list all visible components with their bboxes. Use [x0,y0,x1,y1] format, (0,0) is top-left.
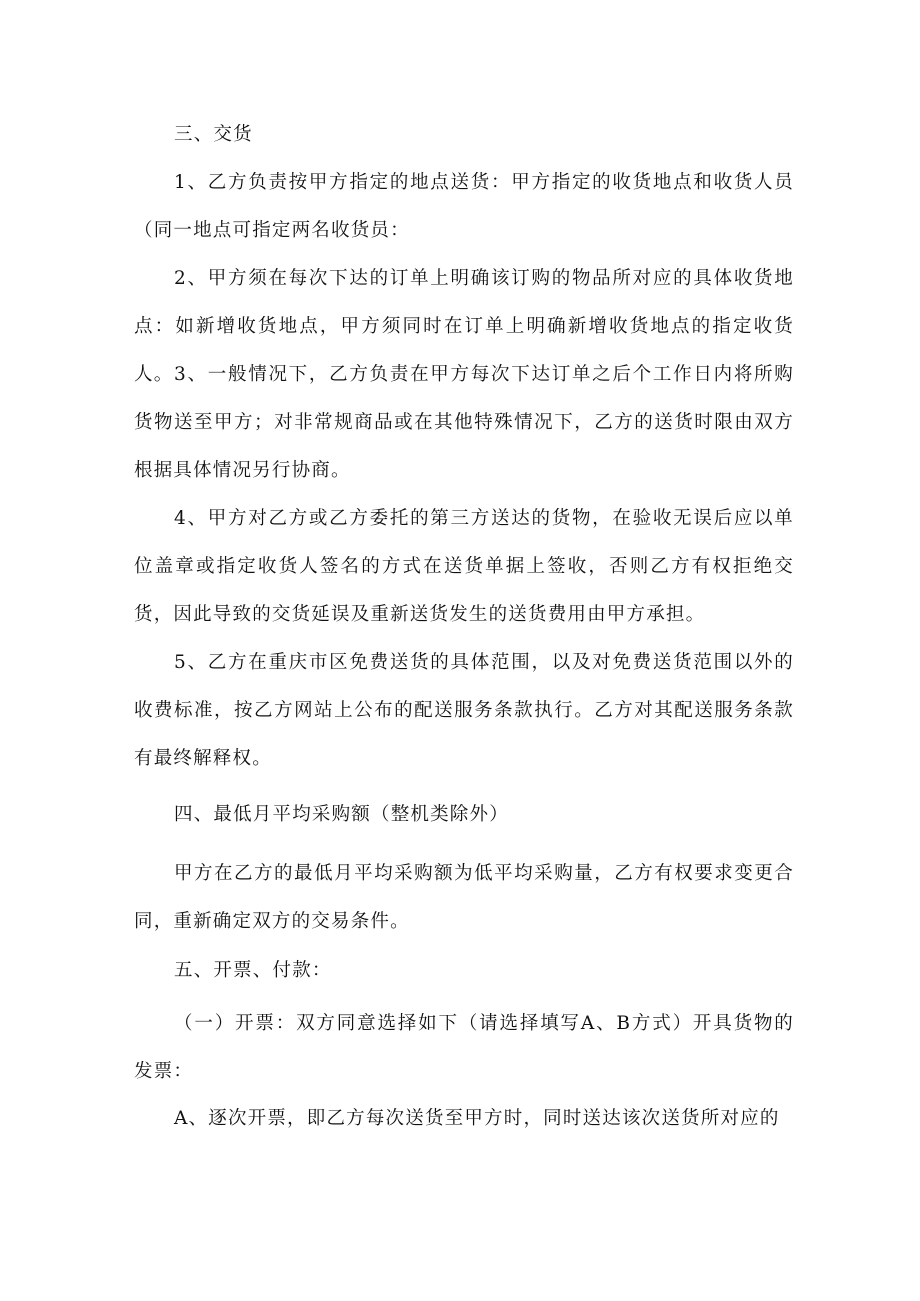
clause-invoicing-option-a: A、逐次开票，即乙方每次送货至甲方时，同时送达该次送货所对应的 [174,1108,780,1129]
clause-delivery-3: 3、一般情况下，乙方负责在甲方每次下达订单之后个工作日内将所购货物送至甲方；对非常规商品或在其他特殊情况下，乙方的送货时限由双方根据具体情况另行协商。 [134,364,794,481]
clause-invoicing: （一）开票：双方同意选择如下（请选择填写A、B方式）开具货物的发票： [134,1013,794,1082]
section-heading-invoice-payment: 五、开票、付款： [174,960,332,981]
clause-delivery-5: 5、乙方在重庆市区免费送货的具体范围，以及对免费送货范围以外的收费标准，按乙方网站上公布的配送服务条款执行。乙方对其配送服务条款有最终解释权。 [134,652,794,769]
clause-delivery-1: 1、乙方负责按甲方指定的地点送货：甲方指定的收货地点和收货人员（同一地点可指定两名收货员： [134,172,794,241]
clause-delivery-2: 2、甲方须在每次下达的订单上明确该订购的物品所对应的具体收货地点：如新增收货地点，甲方须同时在订单上明确新增收货地点的指定收货人。 [134,268,794,385]
clause-minimum-purchase: 甲方在乙方的最低月平均采购额为低平均采购量，乙方有权要求变更合同，重新确定双方的交易条件。 [134,863,794,932]
section-heading-delivery: 三、交货 [174,124,253,145]
clause-delivery-4: 4、甲方对乙方或乙方委托的第三方送达的货物，在验收无误后应以单位盖章或指定收货人签名的方式在送货单据上签收，否则乙方有权拒绝交货，因此导致的交货延误及重新送货发生的送货费用由甲方承担。 [134,508,794,625]
section-heading-minimum-purchase: 四、最低月平均采购额（整机类除外） [174,804,509,825]
